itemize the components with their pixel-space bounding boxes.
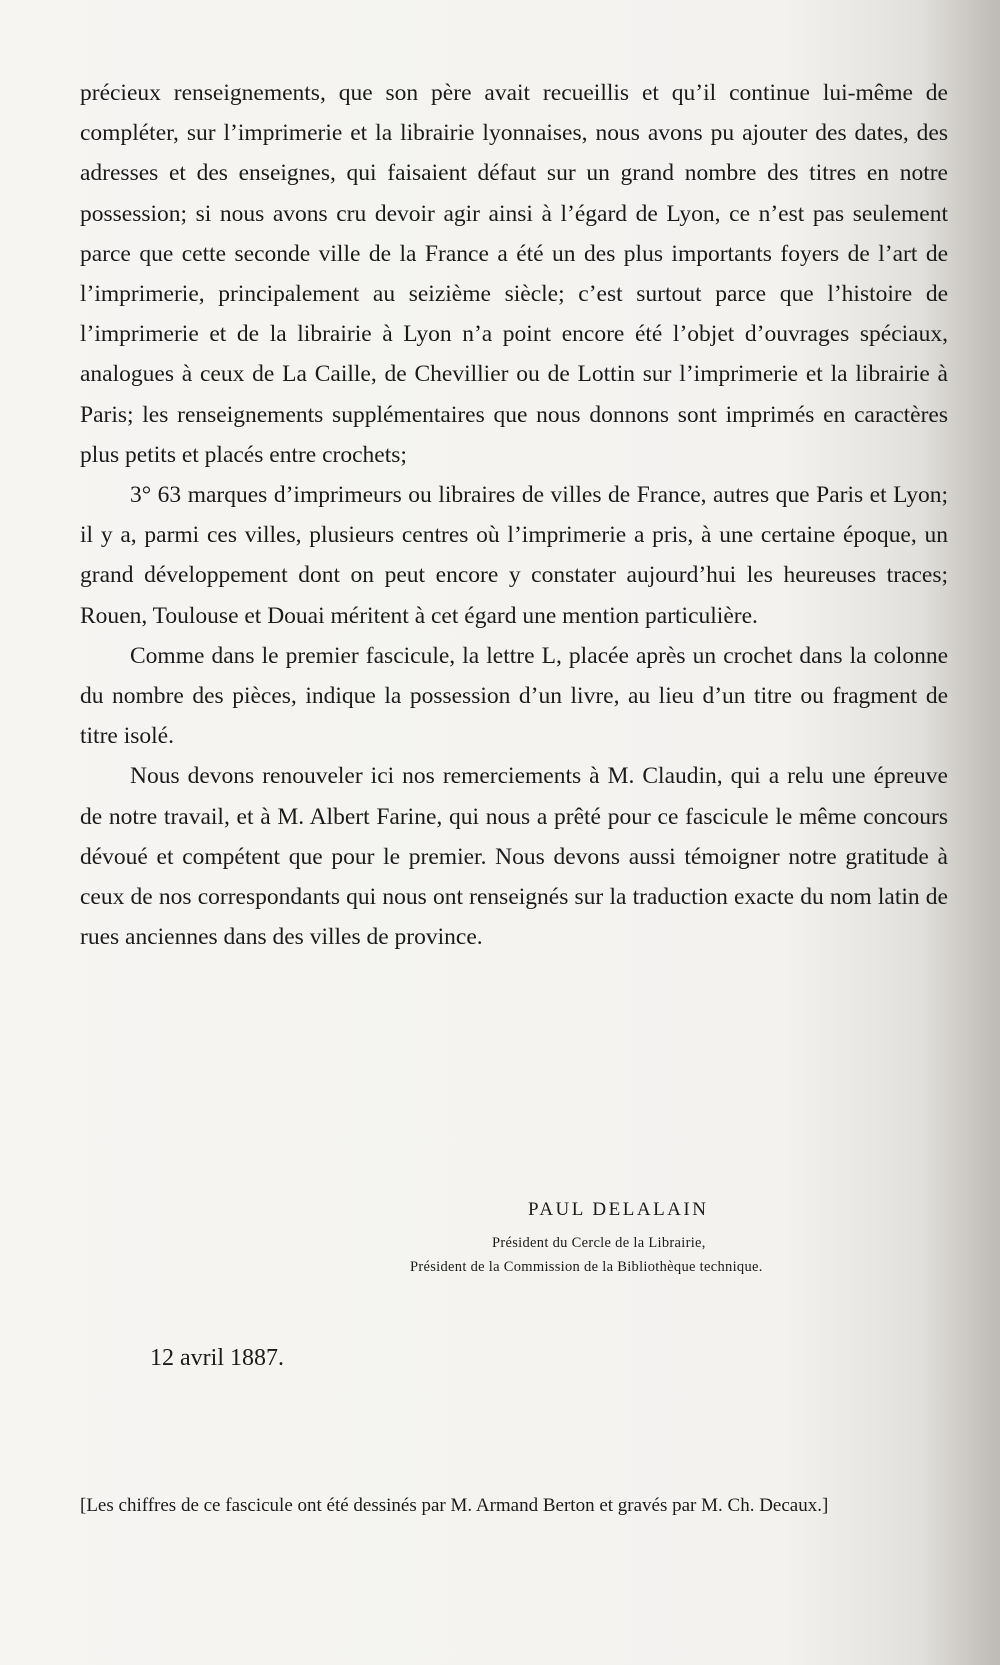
body-text: [80, 73, 948, 957]
footer-note: [Les chiffres de ce fascicule ont été dessinés par M. Armand Berton et gravés par M. Ch. Decaux.]: [80, 1495, 829, 1516]
paragraph-letter-l: Comme dans le premier fascicule, la lettre L, placée après un crochet dans la colonne du nombre des pièces, indique la possession d’un livre, au lieu d’un titre ou fragment de titre isolé.: [80, 642, 948, 750]
date-line: 12 avril 1887.: [150, 1345, 284, 1371]
paragraph-item-3: 3° 63 marques d’imprimeurs ou libraires de villes de France, autres que Paris et Lyon; il y a, parmi ces villes, plusieurs centres où l’imprimerie a pris, à une certaine époque, un grand développement dont on peut encore y constater aujourd’hui les heureuses traces; Rouen, Toulouse et Douai méritent à cet égard une mention particulière.: [80, 482, 948, 629]
author-title-2: Président de la Commission de la Bibliothèque technique.: [410, 1259, 763, 1275]
author-title-1: Président du Cercle de la Librairie,: [492, 1235, 706, 1251]
paragraph-continuation: précieux renseignements, que son père avait recueillis et qu’il continue lui-même de compléter, sur l’imprimerie et la librairie lyonnaises, nous avons pu ajouter des dates, des adresses et des enseignes, qui faisaient défaut sur un grand nombre des titres en notre possession; si nous avons cru devoir agir ainsi à l’égard de Lyon, ce n’est pas seulement parce que cette seconde ville de la France a été un des plus importants foyers de l’art de l’imprimerie, principalement au seizième siècle; c’est surtout parce que l’histoire de l’imprimerie et de la librairie à Lyon n’a point encore été l’objet d’ouvrages spéciaux, analogues à ceux de La Caille, de Chevillier ou de Lottin sur l’imprimerie et la librairie à Paris; les renseignements supplémentaires que nous donnons sont imprimés en caractères plus petits et placés entre crochets;: [80, 80, 948, 468]
author-name: PAUL DELALAIN: [528, 1199, 709, 1220]
paragraph-thanks: Nous devons renouveler ici nos remerciements à M. Claudin, qui a relu une épreuve de notre travail, et à M. Albert Farine, qui nous a prêté pour ce fascicule le même concours dévoué et compétent que pour le premier. Nous devons aussi témoigner notre gratitude à ceux de nos correspondants qui nous ont renseignés sur la traduction exacte du nom latin de rues anciennes dans des villes de province.: [80, 763, 948, 951]
